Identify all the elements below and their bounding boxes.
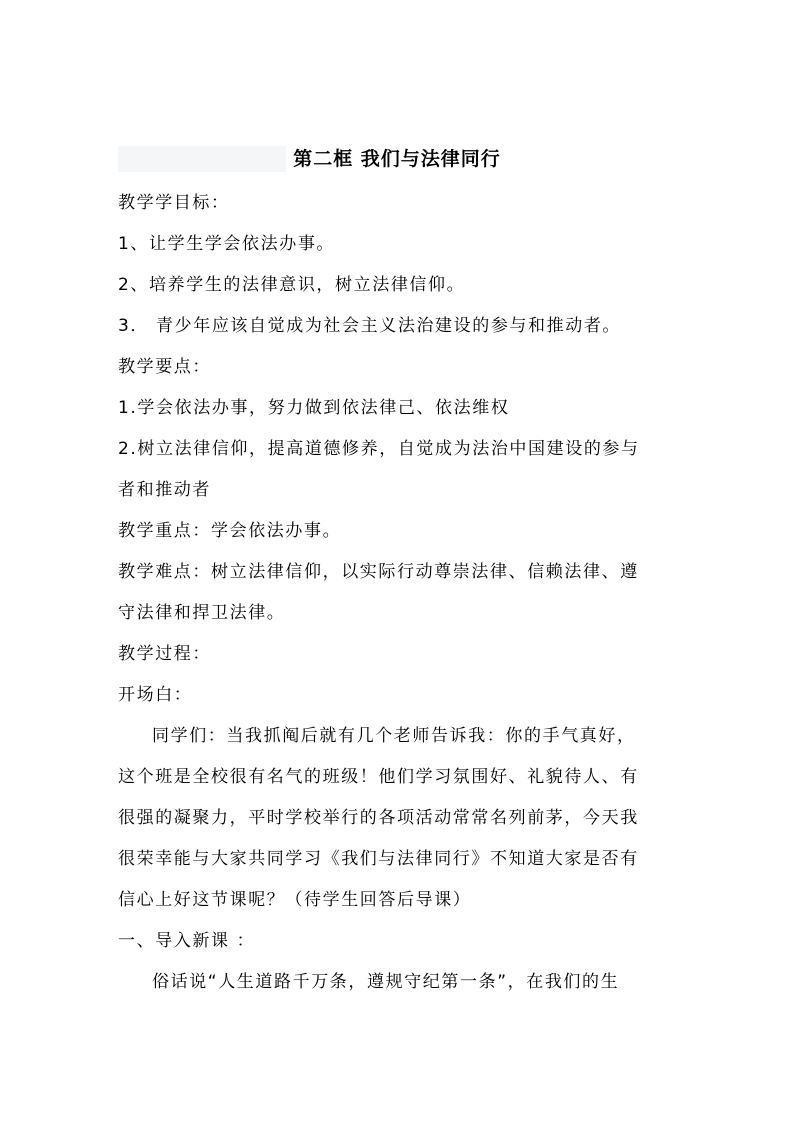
page-title: 第二框 我们与法律同行	[293, 148, 501, 170]
heading-opening: 开场白：	[118, 685, 193, 705]
key-point-item-2: 2.树立法律信仰，提高道德修养，自觉成为法治中国建设的参与	[118, 439, 640, 459]
teaching-focus: 教学重点：学会依法办事。	[118, 521, 342, 541]
objective-item-2: 2、培养学生的法律意识，树立法律信仰。	[118, 275, 466, 295]
heading-process: 教学过程：	[118, 644, 211, 664]
opening-paragraph-line-2: 这个班是全校很有名气的班级！他们学习氛围好、礼貌待人、有	[118, 767, 639, 787]
key-point-item-2-continued: 者和推动者	[118, 480, 211, 500]
heading-key-points: 教学要点：	[118, 357, 211, 377]
opening-paragraph-line-3: 很强的凝聚力，平时学校举行的各项活动常常名列前茅，今天我	[118, 808, 639, 828]
heading-objectives: 教学学目标：	[118, 193, 230, 213]
heading-introduction: 一、导入新课 ：	[118, 931, 256, 951]
teaching-difficulty: 教学难点：树立法律信仰，以实际行动尊崇法律、信赖法律、遵	[118, 562, 639, 582]
opening-paragraph-line-5: 信心上好这节课呢？（待学生回答后导课）	[118, 890, 472, 910]
opening-paragraph-line-1: 同学们：当我抓阄后就有几个老师告诉我：你的手气真好，	[152, 726, 636, 746]
objective-item-3: 3． 青少年应该自觉成为社会主义法治建设的参与和推动者。	[118, 316, 622, 336]
objective-item-1: 1、让学生学会依法办事。	[118, 234, 336, 254]
introduction-paragraph-line-1: 俗话说“人生道路千万条，遵规守纪第一条”，在我们的生	[152, 972, 620, 992]
key-point-item-1: 1.学会依法办事，努力做到依法律己、依法维权	[118, 398, 510, 418]
teaching-difficulty-continued: 守法律和捍卫法律。	[118, 603, 286, 623]
opening-paragraph-line-4: 很荣幸能与大家共同学习《我们与法律同行》不知道大家是否有	[118, 849, 639, 869]
